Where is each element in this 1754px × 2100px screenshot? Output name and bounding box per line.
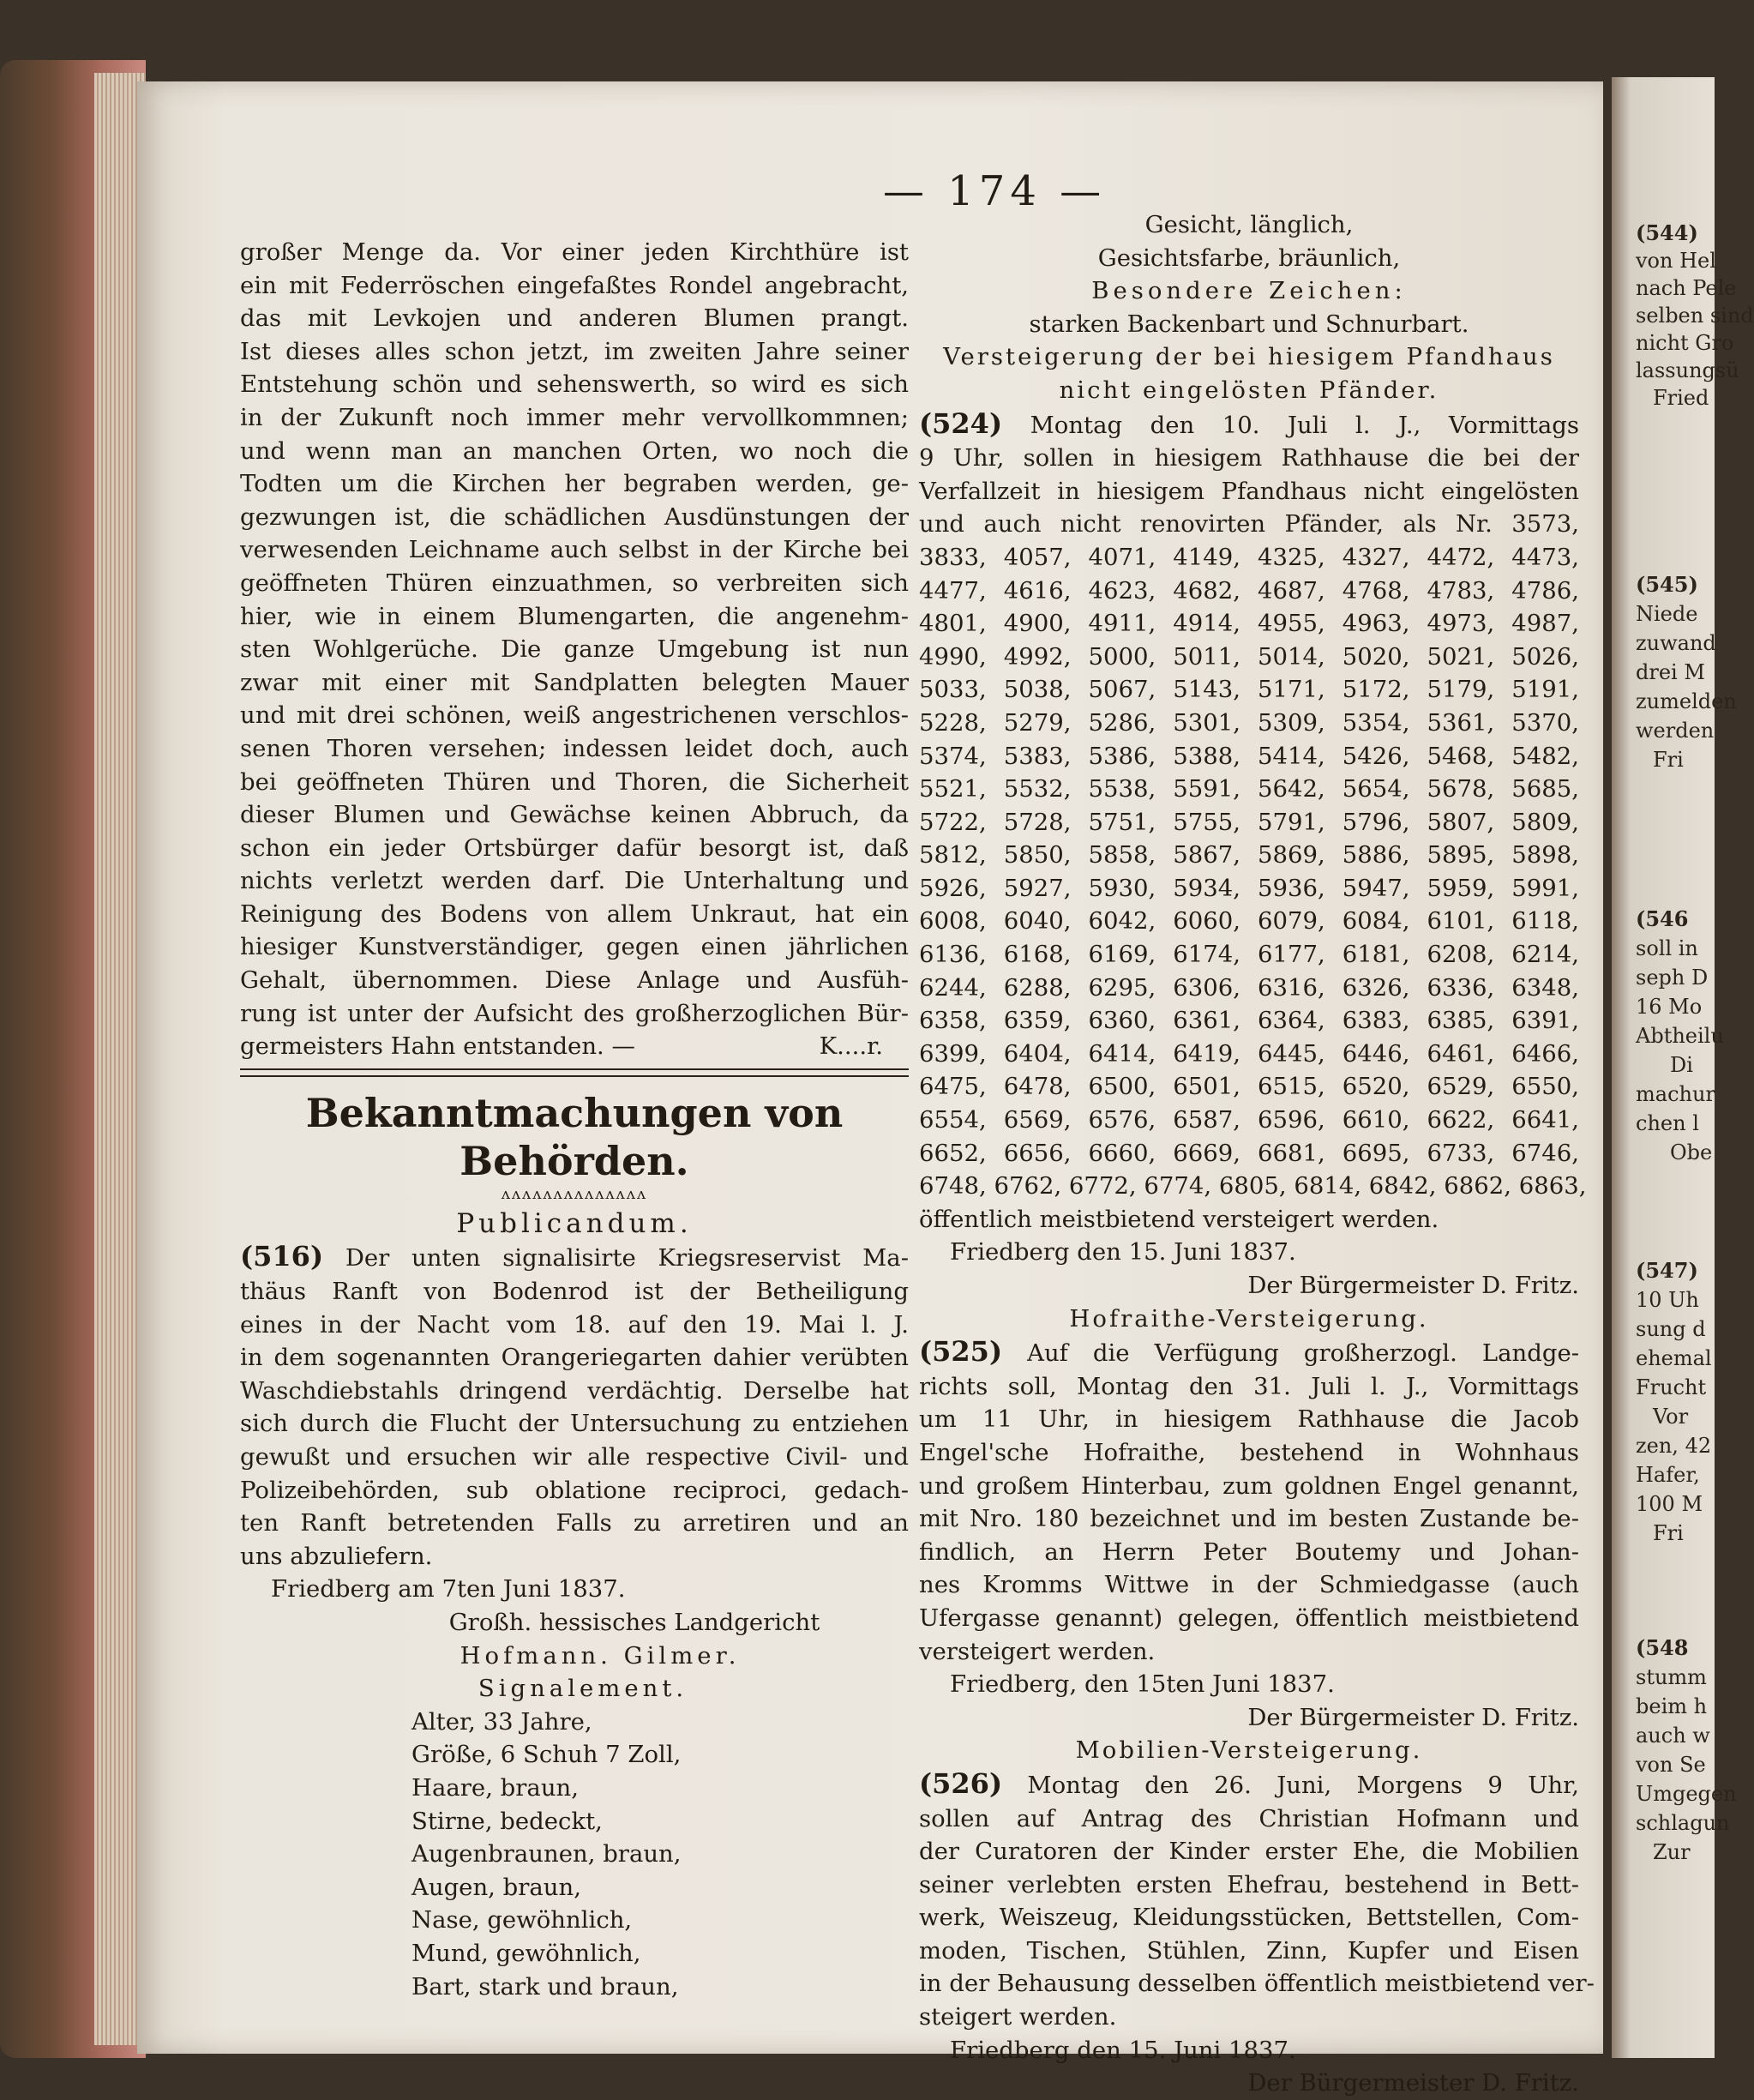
place-date: Friedberg am 7ten Juni 1837. xyxy=(271,1575,626,1604)
text-line: moden, Tischen, Stühlen, Zinn, Kupfer und Eisen xyxy=(919,1936,1579,1965)
adjacent-text: Fri xyxy=(1653,748,1684,772)
adjacent-text: (546 xyxy=(1636,906,1689,931)
adjacent-text: Di xyxy=(1670,1053,1693,1077)
adjacent-text: soll in xyxy=(1636,936,1698,960)
text-line: Reinigung des Bodens von allem Unkraut, hat ein xyxy=(240,900,909,928)
page-number: — 174 — xyxy=(883,167,1107,215)
text-line: 5374, 5383, 5386, 5388, 5414, 5426, 5468, 5482, xyxy=(919,742,1579,770)
furniture-auction-notice xyxy=(919,1734,1595,2100)
adjacent-text: Hafer, xyxy=(1636,1463,1700,1487)
text-line: gewußt und ersuchen wir alle respective Civil- und xyxy=(240,1443,909,1471)
publicandum-notice xyxy=(240,1207,909,2003)
text-line: mit Nro. 180 bezeichnet und im besten Zustande be- xyxy=(919,1505,1579,1533)
text-line: 6136, 6168, 6169, 6174, 6177, 6181, 6208, 6214, xyxy=(919,941,1579,969)
adjacent-text: zuwand xyxy=(1636,631,1716,655)
text-line: werk, Weiszeug, Kleidungsstücken, Bettstellen, Com- xyxy=(919,1904,1579,1932)
signalement-item: Stirne, bedeckt, xyxy=(411,1807,603,1835)
text-line: Polizeibehörden, sub oblatione reciproci, gedach- xyxy=(240,1476,909,1504)
adjacent-text: schlagun xyxy=(1636,1811,1730,1835)
text-line: thäus Ranft von Bodenrod ist der Betheiligung xyxy=(240,1278,909,1306)
signalement-item: Bart, stark und braun, xyxy=(411,1972,679,2001)
adjacent-text: Fri xyxy=(1653,1521,1684,1545)
notice-title: Hofraithe-Versteigerung. xyxy=(1069,1304,1429,1333)
notice-first-line: (516) Der unten signalisirte Kriegsreservist Ma- xyxy=(240,1240,909,1273)
text-line: findlich, an Herrn Peter Boutemy und Johan- xyxy=(919,1537,1579,1566)
issuing-authority: Großh. hessisches Landgericht xyxy=(448,1608,820,1636)
signalement-item: Augen, braun, xyxy=(411,1873,581,1901)
notice-first-line: (526) Montag den 26. Juni, Morgens 9 Uhr, xyxy=(919,1766,1580,1800)
text-line: ein mit Federröschen eingefaßtes Rondel angebracht, xyxy=(240,271,909,299)
adjacent-text: Abtheilu xyxy=(1636,1024,1724,1048)
adjacent-text: Zur xyxy=(1653,1840,1691,1864)
adjacent-text: lassungsü xyxy=(1636,358,1739,382)
text-line: nes Kromms Wittwe in der Schmiedgasse (auch xyxy=(919,1571,1579,1599)
text-line: nichts verletzt werden darf. Die Unterhaltung und xyxy=(240,867,909,895)
mayor-signature: Der Bürgermeister D. Fritz. xyxy=(1247,2069,1579,2097)
closing-text: germeisters Hahn entstanden. — xyxy=(240,1032,636,1061)
adjacent-text: zen, 42 xyxy=(1636,1434,1712,1458)
text-line: hier, wie in einem Blumengarten, die angenehm- xyxy=(240,602,909,630)
adjacent-text: ehemal xyxy=(1636,1346,1712,1370)
notice-first-line: (525) Auf die Verfügung großherzogl. Landge- xyxy=(919,1335,1580,1369)
text-line: sich durch die Flucht der Untersuchung zu entziehen xyxy=(240,1410,909,1438)
adjacent-text: werden xyxy=(1636,719,1715,743)
special-marks: starken Backenbart und Schnurbart. xyxy=(1029,310,1469,338)
right-column xyxy=(919,208,1595,2100)
special-marks-title: Besondere Zeichen: xyxy=(1091,277,1407,305)
text-line-final xyxy=(240,1030,909,1063)
text-line: seiner verlebten ersten Ehefrau, bestehend in Bett- xyxy=(919,1870,1579,1898)
text-line: sten Wohlgerüche. Die ganze Umgebung ist nun xyxy=(240,635,909,664)
adjacent-text: nicht Gro xyxy=(1636,331,1734,355)
notice-title: Versteigerung der bei hiesigem Pfandhaus xyxy=(943,343,1555,371)
adjacent-text: (548 xyxy=(1636,1635,1689,1660)
text-line: geöffneten Thüren einzuathmen, so verbreiten sich xyxy=(240,569,909,597)
section-divider xyxy=(240,1068,909,1077)
adjacent-text: nach Pele xyxy=(1636,276,1737,300)
place-date: Friedberg den 15. Juni 1837. xyxy=(950,2036,1296,2064)
adjacent-page xyxy=(1612,77,1754,2058)
text-line: und mit drei schönen, weiß angestrichenen verschlos- xyxy=(240,701,909,730)
text-line: Ist dieses alles schon jetzt, im zweiten Jahre seiner xyxy=(240,337,909,365)
adjacent-text: 10 Uh xyxy=(1636,1288,1699,1312)
text-line: Engel'sche Hofraithe, bestehend in Wohnhaus xyxy=(919,1438,1579,1466)
adjacent-text: 16 Mo xyxy=(1636,995,1703,1019)
text-line: schon ein jeder Ortsbürger dafür besorgt ist, daß xyxy=(240,833,909,862)
adjacent-text: (547) xyxy=(1636,1258,1698,1283)
text-line: 6358, 6359, 6360, 6361, 6364, 6383, 6385, 6391, xyxy=(919,1007,1579,1035)
text-line: 5722, 5728, 5751, 5755, 5791, 5796, 5807, 5809, xyxy=(919,808,1579,836)
signalement-list xyxy=(240,1706,909,2003)
signalement-title: Signalement. xyxy=(478,1675,688,1703)
adjacent-text: Fried xyxy=(1653,386,1709,410)
signalement-item: Gesicht, länglich, xyxy=(1144,211,1354,238)
text-line: 6652, 6656, 6660, 6669, 6681, 6695, 6733, 6746, xyxy=(919,1139,1579,1167)
notice-title: Mobilien-Versteigerung. xyxy=(1075,1736,1423,1765)
ornament-divider: ʌʌʌʌʌʌʌʌʌʌʌʌʌʌ xyxy=(501,1184,648,1203)
text-line: 9 Uhr, sollen in hiesigem Rathhause die bei der xyxy=(919,444,1579,472)
adjacent-text: machur xyxy=(1636,1082,1715,1106)
adjacent-text: 100 M xyxy=(1636,1492,1703,1516)
text-line: hiesiger Kunstverständiger, gegen einen jährlichen xyxy=(240,933,909,961)
text-line: 6475, 6478, 6500, 6501, 6515, 6520, 6529, 6550, xyxy=(919,1073,1579,1101)
text-line: Todten um die Kirchen her begraben werden, ge- xyxy=(240,470,909,498)
text-line: 5926, 5927, 5930, 5934, 5936, 5947, 5959, 5991, xyxy=(919,874,1579,902)
text-line: richts soll, Montag den 31. Juli l. J., Vormittags xyxy=(919,1372,1579,1400)
text-line: in dem sogenannten Orangeriegarten dahier verübten xyxy=(240,1344,909,1372)
text-line: Waschdiebstahls dringend verdächtig. Derselbe hat xyxy=(240,1376,909,1405)
text-line: 5521, 5532, 5538, 5591, 5642, 5654, 5678, 5685, xyxy=(919,775,1579,803)
adjacent-text: zumelden xyxy=(1636,689,1737,713)
notice-number: (516) xyxy=(240,1240,324,1273)
text-line: 6554, 6569, 6576, 6587, 6596, 6610, 6622, 6641, xyxy=(919,1106,1579,1134)
adjacent-text: Frucht xyxy=(1636,1375,1707,1399)
adjacent-text: Umgegen xyxy=(1636,1782,1737,1806)
text-line: in der Zukunft noch immer mehr vervollkommnen; xyxy=(240,403,909,431)
text-line: zwar mit einer mit Sandplatten belegten Mauer xyxy=(240,668,909,696)
text-line: gezwungen ist, die schädlichen Ausdünstungen der xyxy=(240,502,909,531)
signalement-item: Nase, gewöhnlich, xyxy=(411,1906,633,1935)
notice-title: nicht eingelösten Pfänder. xyxy=(1059,376,1439,404)
text-line: Gehalt, übernommen. Diese Anlage und Ausfüh- xyxy=(240,966,909,995)
text-line: 4801, 4900, 4911, 4914, 4955, 4963, 4973, 4987, xyxy=(919,610,1579,638)
section-heading: Bekanntmachungen von Behörden. xyxy=(305,1089,844,1184)
text-line: eines in der Nacht vom 18. auf den 19. Mai l. J. xyxy=(240,1310,909,1339)
text-line: 6748, 6762, 6772, 6774, 6805, 6814, 6842, 6862, 6863, xyxy=(919,1172,1587,1200)
adjacent-text: (545) xyxy=(1636,572,1698,597)
text-line: 3833, 4057, 4071, 4149, 4325, 4327, 4472, 4473, xyxy=(919,543,1579,571)
signalement-item: Alter, 33 Jahre, xyxy=(411,1707,592,1736)
text-line: senen Thoren versehen; indessen leidet doch, auch xyxy=(240,734,909,762)
signalement-item: Haare, braun, xyxy=(411,1773,579,1802)
text-line: 5228, 5279, 5286, 5301, 5309, 5354, 5361, 5370, xyxy=(919,708,1579,737)
text-line: 4990, 4992, 5000, 5011, 5014, 5020, 5021, 5026, xyxy=(919,642,1579,671)
text-line: Entstehung schön und sehenswerth, so wird es sich xyxy=(240,370,909,399)
text-line: sollen auf Antrag des Christian Hofmann und xyxy=(919,1804,1579,1832)
notice-number: (526) xyxy=(919,1766,1003,1800)
adjacent-text: beim h xyxy=(1636,1694,1708,1718)
text-line: und wenn man an manchen Orten, wo noch die xyxy=(240,436,909,465)
text-line: um 11 Uhr, in hiesigem Rathhause die Jacob xyxy=(919,1405,1579,1434)
mayor-signature: Der Bürgermeister D. Fritz. xyxy=(1247,1703,1579,1731)
text-line: in der Behausung desselben öffentlich meistbietend ver- xyxy=(919,1970,1595,1998)
adjacent-text: auch w xyxy=(1636,1724,1710,1748)
notice-first-line: (524) Montag den 10. Juli l. J., Vormittags xyxy=(919,406,1579,440)
text-line: rung ist unter der Aufsicht des großherzoglichen Bür- xyxy=(240,999,909,1027)
notice-number: (524) xyxy=(919,406,1003,440)
text-line: das mit Levkojen und anderen Blumen prangt. xyxy=(240,304,909,333)
place-date: Friedberg, den 15ten Juni 1837. xyxy=(950,1670,1335,1699)
adjacent-text: drei M xyxy=(1636,660,1705,684)
continued-article xyxy=(240,236,909,1063)
adjacent-text: von Se xyxy=(1636,1753,1706,1777)
text-line: und großem Hinterbau, zum goldnen Engel genannt, xyxy=(919,1471,1579,1500)
text-line: verwesenden Leichname auch selbst in der Kirche bei xyxy=(240,536,909,564)
text-line: großer Menge da. Vor einer jeden Kirchthüre ist xyxy=(240,238,909,266)
adjacent-text: stumm xyxy=(1636,1665,1707,1689)
text-line: 6399, 6404, 6414, 6419, 6445, 6446, 6461, 6466, xyxy=(919,1039,1579,1068)
adjacent-text: sung d xyxy=(1636,1317,1706,1341)
text-line: Ufergasse genannt) gelegen, öffentlich meistbietend xyxy=(919,1604,1579,1632)
signatories: Hofmann. Gilmer. xyxy=(460,1641,741,1670)
text-line: und auch nicht renovirten Pfänder, als Nr. 3573, xyxy=(919,510,1579,539)
signalement-item: Mund, gewöhnlich, xyxy=(411,1939,641,1967)
adjacent-text: (544) xyxy=(1636,220,1698,245)
text-line: 6008, 6040, 6042, 6060, 6079, 6084, 6101, 6118, xyxy=(919,907,1579,936)
adjacent-text: seph D xyxy=(1636,966,1709,990)
text-line: ten Ranft betretenden Falls zu arretiren und an xyxy=(240,1509,909,1537)
adjacent-text: chen l xyxy=(1636,1111,1699,1135)
text-line: dieser Blumen und Gewächse keinen Abbruch, da xyxy=(240,801,909,829)
text-line: versteigert werden. xyxy=(919,1637,1156,1665)
notice-number: (525) xyxy=(919,1335,1003,1369)
signalement-item: Gesichtsfarbe, bräunlich, xyxy=(1097,244,1401,272)
text-line: 5033, 5038, 5067, 5143, 5171, 5172, 5179, 5191, xyxy=(919,676,1579,704)
text-line: bei geöffneten Thüren und Thoren, die Sicherheit xyxy=(240,767,909,796)
text-line: 5812, 5850, 5858, 5867, 5869, 5886, 5895, 5898, xyxy=(919,841,1579,869)
signalement-item: Größe, 6 Schuh 7 Zoll, xyxy=(411,1741,682,1769)
pawn-auction-notice xyxy=(919,340,1587,1302)
text-line: steigert werden. xyxy=(919,2003,1117,2031)
mayor-signature: Der Bürgermeister D. Fritz. xyxy=(1247,1272,1579,1299)
text-line: 6244, 6288, 6295, 6306, 6316, 6326, 6336, 6348, xyxy=(919,973,1579,1002)
text-line: öffentlich meistbietend versteigert werden. xyxy=(919,1205,1439,1233)
adjacent-text: Obe xyxy=(1670,1140,1713,1164)
house-auction-notice xyxy=(919,1303,1579,1735)
adjacent-text: von Hel xyxy=(1636,249,1716,273)
text-line: uns abzuliefern. xyxy=(240,1542,433,1570)
adjacent-text: selben sind xyxy=(1636,304,1754,328)
adjacent-text: Niede xyxy=(1636,602,1698,626)
adjacent-text: Vor xyxy=(1653,1405,1689,1429)
left-column xyxy=(240,236,909,2003)
notice-title: Publicandum. xyxy=(456,1207,693,1239)
text-line: der Curatoren der Kinder erster Ehe, die Mobilien xyxy=(919,1838,1579,1866)
author-signature: K....r. xyxy=(819,1032,883,1061)
signalement-item: Augenbraunen, braun, xyxy=(411,1840,682,1868)
book-page xyxy=(137,81,1603,2097)
text-line: 4477, 4616, 4623, 4682, 4687, 4768, 4783, 4786, xyxy=(919,576,1579,605)
place-date: Friedberg den 15. Juni 1837. xyxy=(950,1238,1296,1267)
text-line: Verfallzeit in hiesigem Pfandhaus nicht eingelösten xyxy=(919,477,1579,505)
